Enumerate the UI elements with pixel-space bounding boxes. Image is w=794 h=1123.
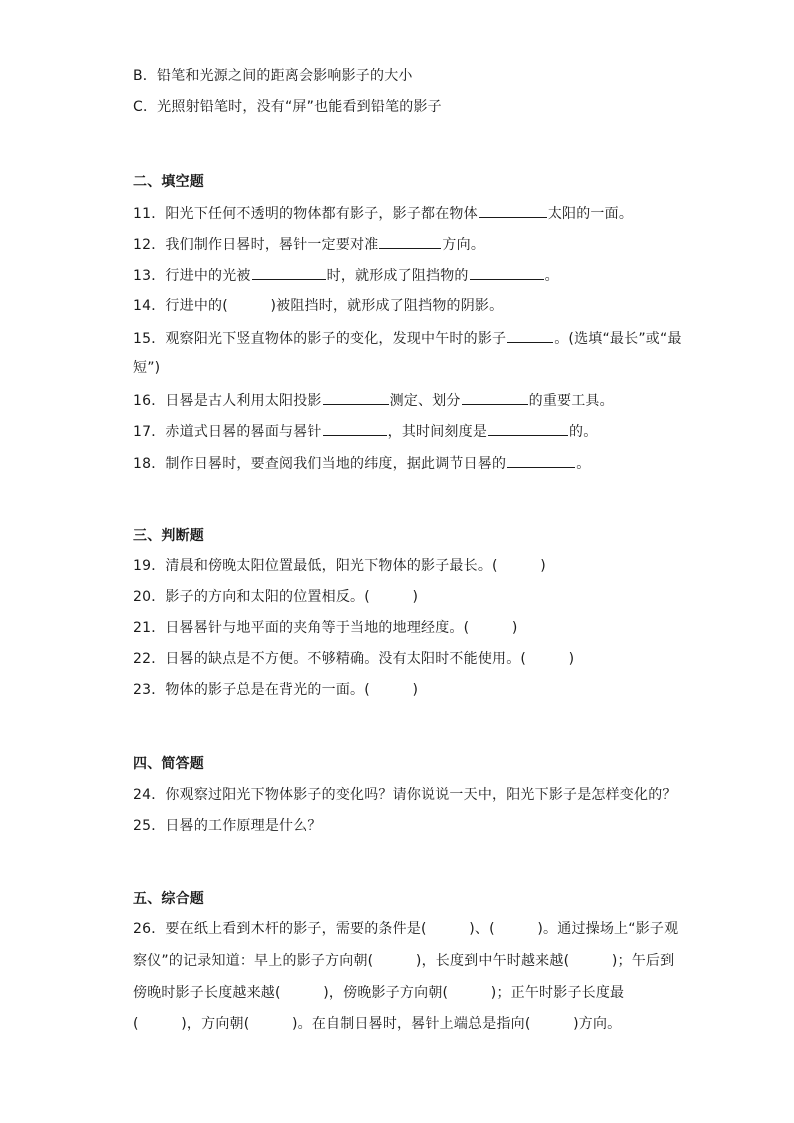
question-15-text-b: 。(选填“最长”或“最 (554, 331, 682, 347)
question-21: 21．日晷晷针与地平面的夹角等于当地的地理经度。( ) (133, 620, 518, 636)
answer-blank[interactable] (323, 421, 387, 436)
question-13 (133, 265, 559, 285)
question-13-text-b: 时，就形成了阻挡物的 (326, 268, 469, 284)
question-12 (133, 234, 485, 254)
section-heading-short-answer: 四、简答题 (133, 756, 204, 772)
question-11 (133, 203, 633, 223)
question-11-text-b: 太阳的一面。 (547, 206, 634, 222)
answer-blank[interactable] (479, 203, 547, 218)
answer-blank[interactable] (462, 390, 528, 405)
question-19: 19．清晨和傍晚太阳位置最低，阳光下物体的影子最长。( ) (133, 558, 546, 574)
question-15-continued: 短”) (133, 360, 161, 376)
answer-blank[interactable] (488, 421, 568, 436)
question-13-text-c: 。 (544, 268, 559, 284)
question-17 (133, 421, 597, 441)
option-b: B．铅笔和光源之间的距离会影响影子的大小 (133, 68, 413, 84)
answer-blank[interactable] (323, 390, 389, 405)
question-20: 20．影子的方向和太阳的位置相反。( ) (133, 589, 419, 605)
answer-blank[interactable] (507, 453, 575, 468)
question-13-text-a: 13．行进中的光被 (133, 268, 251, 284)
question-23: 23．物体的影子总是在背光的一面。( ) (133, 682, 419, 698)
answer-blank[interactable] (470, 265, 544, 280)
question-18-text-a: 18．制作日晷时，要查阅我们当地的纬度，据此调节日晷的 (133, 456, 507, 472)
question-17-text-a: 17．赤道式日晷的晷面与晷针 (133, 424, 322, 440)
question-17-text-c: 的。 (569, 424, 598, 440)
question-18 (133, 453, 590, 473)
question-16-text-a: 16．日晷是古人利用太阳投影 (133, 393, 322, 409)
question-12-text-a: 12．我们制作日晷时，晷针一定要对准 (133, 237, 379, 253)
question-18-text-b: 。 (576, 456, 591, 472)
section-heading-true-false: 三、判断题 (133, 528, 204, 544)
question-26-line-2: 察仪”的记录知道：早上的影子方向朝( )，长度到中午时越来越( )；午后到 (133, 953, 675, 969)
question-14: 14．行进中的( )被阻挡时，就形成了阻挡物的阴影。 (133, 298, 504, 314)
question-26-line-3: 傍晚时影子长度越来越( )，傍晚影子方向朝( )；正午时影子长度最 (133, 985, 625, 1001)
question-26-line-1: 26．要在纸上看到木杆的影子，需要的条件是( )、( )。通过操场上“影子观 (133, 921, 679, 937)
question-15 (133, 328, 682, 348)
question-16-text-c: 的重要工具。 (528, 393, 614, 409)
question-16-text-b: 测定、划分 (389, 393, 461, 409)
section-heading-comprehensive: 五、综合题 (133, 891, 204, 907)
question-11-text-a: 11．阳光下任何不透明的物体都有影子，影子都在物体 (133, 206, 478, 222)
question-16 (133, 390, 614, 410)
question-26-line-4: ( )，方向朝( )。在自制日晷时，晷针上端总是指向( )方向。 (133, 1016, 622, 1032)
answer-blank[interactable] (252, 265, 326, 280)
question-22: 22．日晷的缺点是不方便。不够精确。没有太阳时不能使用。( ) (133, 651, 575, 667)
answer-blank[interactable] (507, 328, 553, 343)
question-25: 25．日晷的工作原理是什么？ (133, 818, 322, 834)
question-24: 24．你观察过阳光下物体影子的变化吗？请你说说一天中，阳光下影子是怎样变化的？ (133, 787, 677, 803)
section-heading-fill-blank: 二、填空题 (133, 174, 204, 190)
answer-blank[interactable] (379, 234, 441, 249)
question-12-text-b: 方向。 (442, 237, 486, 253)
question-17-text-b: ，其时间刻度是 (387, 424, 488, 440)
option-c: C．光照射铅笔时，没有“屏”也能看到铅笔的影子 (133, 99, 442, 115)
question-15-text-a: 15．观察阳光下竖直物体的影子的变化，发现中午时的影子 (133, 331, 507, 347)
